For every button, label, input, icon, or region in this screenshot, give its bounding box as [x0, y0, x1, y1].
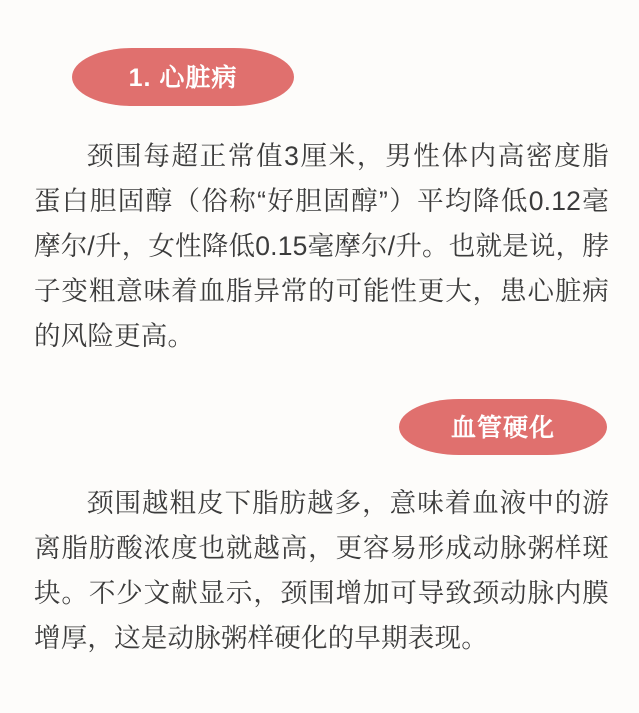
section-spacer	[0, 359, 639, 399]
section-heading-badge-2: 血管硬化	[399, 399, 607, 455]
section-heart-disease	[0, 48, 639, 359]
section-body-2: 颈围越粗皮下脂肪越多，意味着血液中的游离脂肪酸浓度也就越高，更容易形成动脉粥样斑块。不少文献显示，颈围增加可导致颈动脉内膜增厚，这是动脉粥样硬化的早期表现。	[34, 488, 609, 653]
heading-row-2	[0, 399, 639, 455]
section-body-1: 颈围每超正常值3厘米，男性体内高密度脂蛋白胆固醇（俗称“好胆固醇”）平均降低0.12毫摩尔/升，女性降低0.15毫摩尔/升。也就是说，脖子变粗意味着血脂异常的可能性更大，患心脏病的风险更高。	[34, 141, 609, 351]
section-heading-badge-1: 1. 心脏病	[72, 48, 294, 106]
top-spacer	[0, 0, 639, 48]
heading-row-1	[0, 48, 639, 106]
section-vascular-sclerosis	[0, 399, 639, 661]
